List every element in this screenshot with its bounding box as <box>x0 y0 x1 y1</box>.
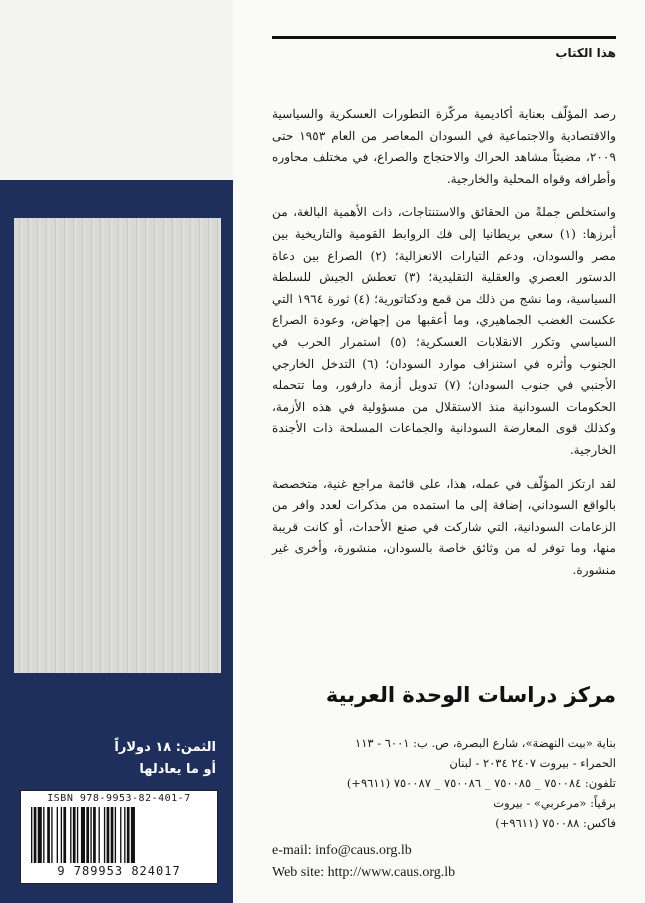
paragraph-1: رصد المؤلّف بعناية أكاديمية مركّزة التطورات العسكرية والسياسية والاقتصادية والاجتماعية في السودان المعاصر من العام ١٩٥٣ حتى ٢٠٠٩، مضيئاً مشاهد الحراك والاحتجاج والصراع، في مختلف محاوره وأطرافه وقواه المحلية والخارجية. <box>272 107 616 186</box>
fax-number: فاكس: ٧٥٠٠٨٨ (٩٦١١+) <box>495 816 616 830</box>
cardboard-texture-panel <box>14 218 221 673</box>
price-block <box>20 737 216 781</box>
paragraph-3: لقد ارتكز المؤلّف في عمله، هذا، على قائمة مراجع غنية، متخصصة بالواقع السوداني، إضافة إلى ما استمده من مذكرات لعدد وافر من الزعامات السودانية، التي شاركت في صنع الأحداث، أو كانت قريبة منها، وما توفر له من وثائق خاصة بالسودان، منشورة، وأخرى غير منشورة. <box>272 476 616 577</box>
barcode-bar <box>131 807 135 863</box>
barcode-bar <box>86 807 89 863</box>
barcode-bar <box>73 807 76 863</box>
barcode-bar <box>31 807 32 863</box>
barcode-bar <box>124 807 125 863</box>
book-description <box>272 104 616 593</box>
barcode-bar <box>38 807 42 863</box>
contact-block <box>272 840 616 884</box>
isbn-digits: 9 789953 824017 <box>57 864 181 878</box>
barcode-bar <box>57 807 58 863</box>
barcode-bar <box>127 807 130 863</box>
barcode-bar <box>93 807 96 863</box>
isbn-text: ISBN 978-9953-82-401-7 <box>47 793 191 804</box>
barcode-bar <box>115 807 116 863</box>
isbn-barcode <box>20 790 218 884</box>
barcode-bar <box>107 807 110 863</box>
section-title: هذا الكتاب <box>555 46 616 60</box>
barcode-bar <box>61 807 62 863</box>
barcode-bar <box>90 807 91 863</box>
barcode-bar <box>77 807 78 863</box>
email-address: e-mail: info@caus.org.lb <box>272 843 412 858</box>
address-line-1: بناية «بيت النهضة»، شارع البصرة، ص. ب: ٦٠٠١ - ١١٣ <box>355 736 616 750</box>
price-equivalent: أو ما يعادلها <box>139 762 216 777</box>
section-rule <box>272 36 616 39</box>
cable-address: برقياً: «مرعربي» - بيروت <box>493 796 616 810</box>
barcode-bar <box>99 807 100 863</box>
barcode-bar <box>104 807 105 863</box>
barcode-bar <box>47 807 50 863</box>
phone-numbers: تلفون: ٧٥٠٠٨٤ _ ٧٥٠٠٨٥ _ ٧٥٠٠٨٦ _ ٧٥٠٠٨٧ (٩٦١١+) <box>346 776 616 790</box>
barcode-bar <box>70 807 71 863</box>
barcode-bar <box>34 807 37 863</box>
price-label: الثمن: ١٨ دولاراً <box>114 740 216 755</box>
barcode-bars <box>31 807 207 863</box>
barcode-bar <box>111 807 114 863</box>
paragraph-2: واستخلص جملةً من الحقائق والاستنتاجات، ذات الأهمية البالغة، من أبرزها: (١) سعي بريطانيا إلى فك الروابط القومية والتاريخية بين مصر والسودان، ودعم التيارات الانعزالية؛ (٢) الصراع بين دعاة الدستور العصري والعقلية التقليدية؛ (٣) تعطش الجيش للسلطة السياسية، وما نشج من ذلك من قمع ودكتاتورية؛ (٤) ثورة ١٩٦٤ التي عكست الغضب الجماهيري، وما أعقبها من إجهاض، وعودة الصراع السياسي وتكرر الانقلابات العسكرية؛ (٥) استمرار الحرب في الجنوب وأثره في استنزاف موارد السودان؛ (٦) التدخل الخارجي الأجنبي في جنوب السودان؛ (٧) تدويل أزمة دارفور، وما تتحمله الحكومات السودانية منذ الاستقلال من مسؤولية في هذه الأزمة، وكذلك قوى المعارضة السودانية والجماعات المسلحة ذات الأجندة الخارجية. <box>272 205 617 457</box>
barcode-bar <box>81 807 85 863</box>
website-url: Web site: http://www.caus.org.lb <box>272 865 456 880</box>
barcode-bar <box>51 807 52 863</box>
address-line-2: الحمراء - بيروت ٢٤٠٧ ٢٠٣٤ - لبنان <box>449 756 616 770</box>
barcode-bar <box>120 807 121 863</box>
barcode-bar <box>43 807 44 863</box>
publisher-name: مركز دراسات الوحدة العربية <box>325 683 616 707</box>
barcode-bar <box>63 807 66 863</box>
publisher-address <box>272 733 616 833</box>
